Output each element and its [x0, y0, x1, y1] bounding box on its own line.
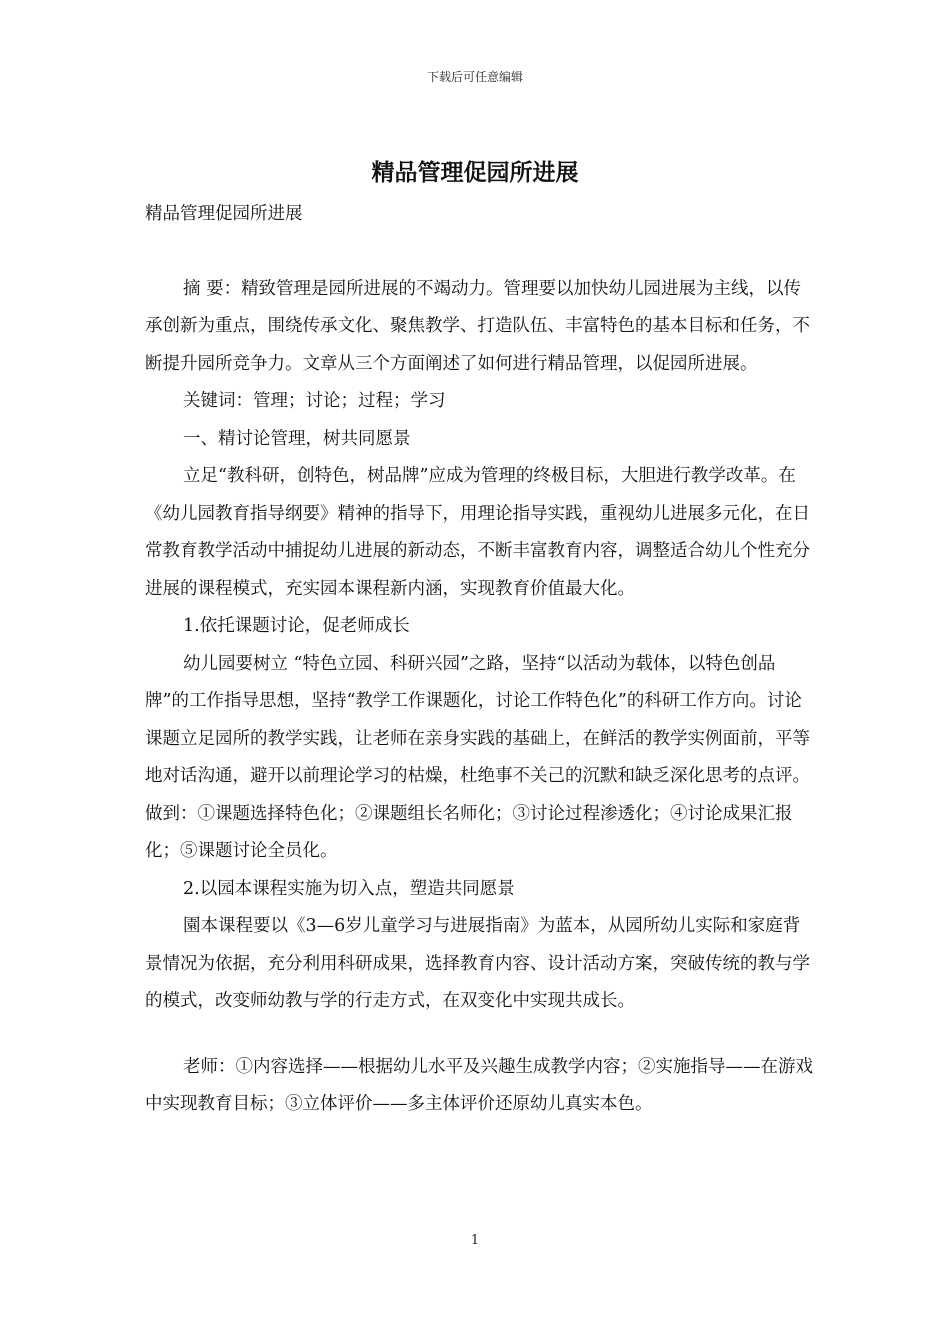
abstract-paragraph: 摘 要：精致管理是园所进展的不竭动力。管理要以加快幼儿园进展为主线，以传承创新为重点，围绕传承文化、聚焦教学、打造队伍、丰富特色的基本目标和任务，不断提升园所竞争力。文章从三个方面阐述了如何进行精品管理，以促园所进展。: [145, 278, 810, 374]
page-number: 1: [470, 1233, 480, 1248]
page-header-note: 下载后可任意编辑: [426, 70, 523, 84]
subsection-2-heading: 2.以园本课程实施为切入点，塑造共同愿景: [183, 878, 515, 899]
document-subtitle: 精品管理促园所进展: [145, 204, 303, 224]
keywords-line: 关键词：管理；讨论；过程；学习: [183, 391, 446, 411]
subsection-1-paragraph: 幼儿园要树立 “特色立园、科研兴园”之路，坚持“以活动为载体，以特色创品牌”的工作指导思想，坚持“教学工作课题化，讨论工作特色化”的科研工作方向。讨论课题立足园所的教学实践，让老师在亲身实践的基础上，在鲜活的教学实例面前，平等地对话沟通，避开以前理论学习的枯燥，杜绝事不关己的沉默和缺乏深化思考的点评。做到：①课题选择特色化；②课题组长名师化；③讨论过程渗透化；④讨论成果汇报化；⑤课题讨论全员化。: [145, 653, 810, 861]
subsection-2-paragraph: 園本课程要以《3—6岁儿童学习与进展指南》为蓝本，从园所幼儿实际和家庭背景情况为依据，充分利用科研成果，选择教育内容、设计活动方案，突破传统的教与学的模式，改变师幼教与学的行走方式，在双变化中实现共成长。: [145, 916, 810, 1011]
subsection-1-heading: 1.依托课题讨论，促老师成长: [183, 616, 410, 636]
document-title: 精品管理促园所进展: [371, 160, 579, 186]
teacher-paragraph: 老师：①内容选择——根据幼儿水平及兴趣生成教学内容；②实施指导——在游戏中实现教育目标；③立体评价——多主体评价还原幼儿真实本色。: [145, 1056, 813, 1114]
document-body: [145, 196, 813, 1124]
section-1-heading: 一、精讨论管理，树共同愿景: [183, 428, 411, 449]
section-1-paragraph: 立足“教科研，创特色，树品牌”应成为管理的终极目标，大胆进行教学改革。在《幼儿园教育指导纲要》精神的指导下，用理论指导实践，重视幼儿进展多元化，在日常教育教学活动中捕捉幼儿进展的新动态，不断丰富教育内容，调整适合幼儿个性充分进展的课程模式，充实园本课程新内涵，实现教育价值最大化。: [145, 466, 810, 599]
